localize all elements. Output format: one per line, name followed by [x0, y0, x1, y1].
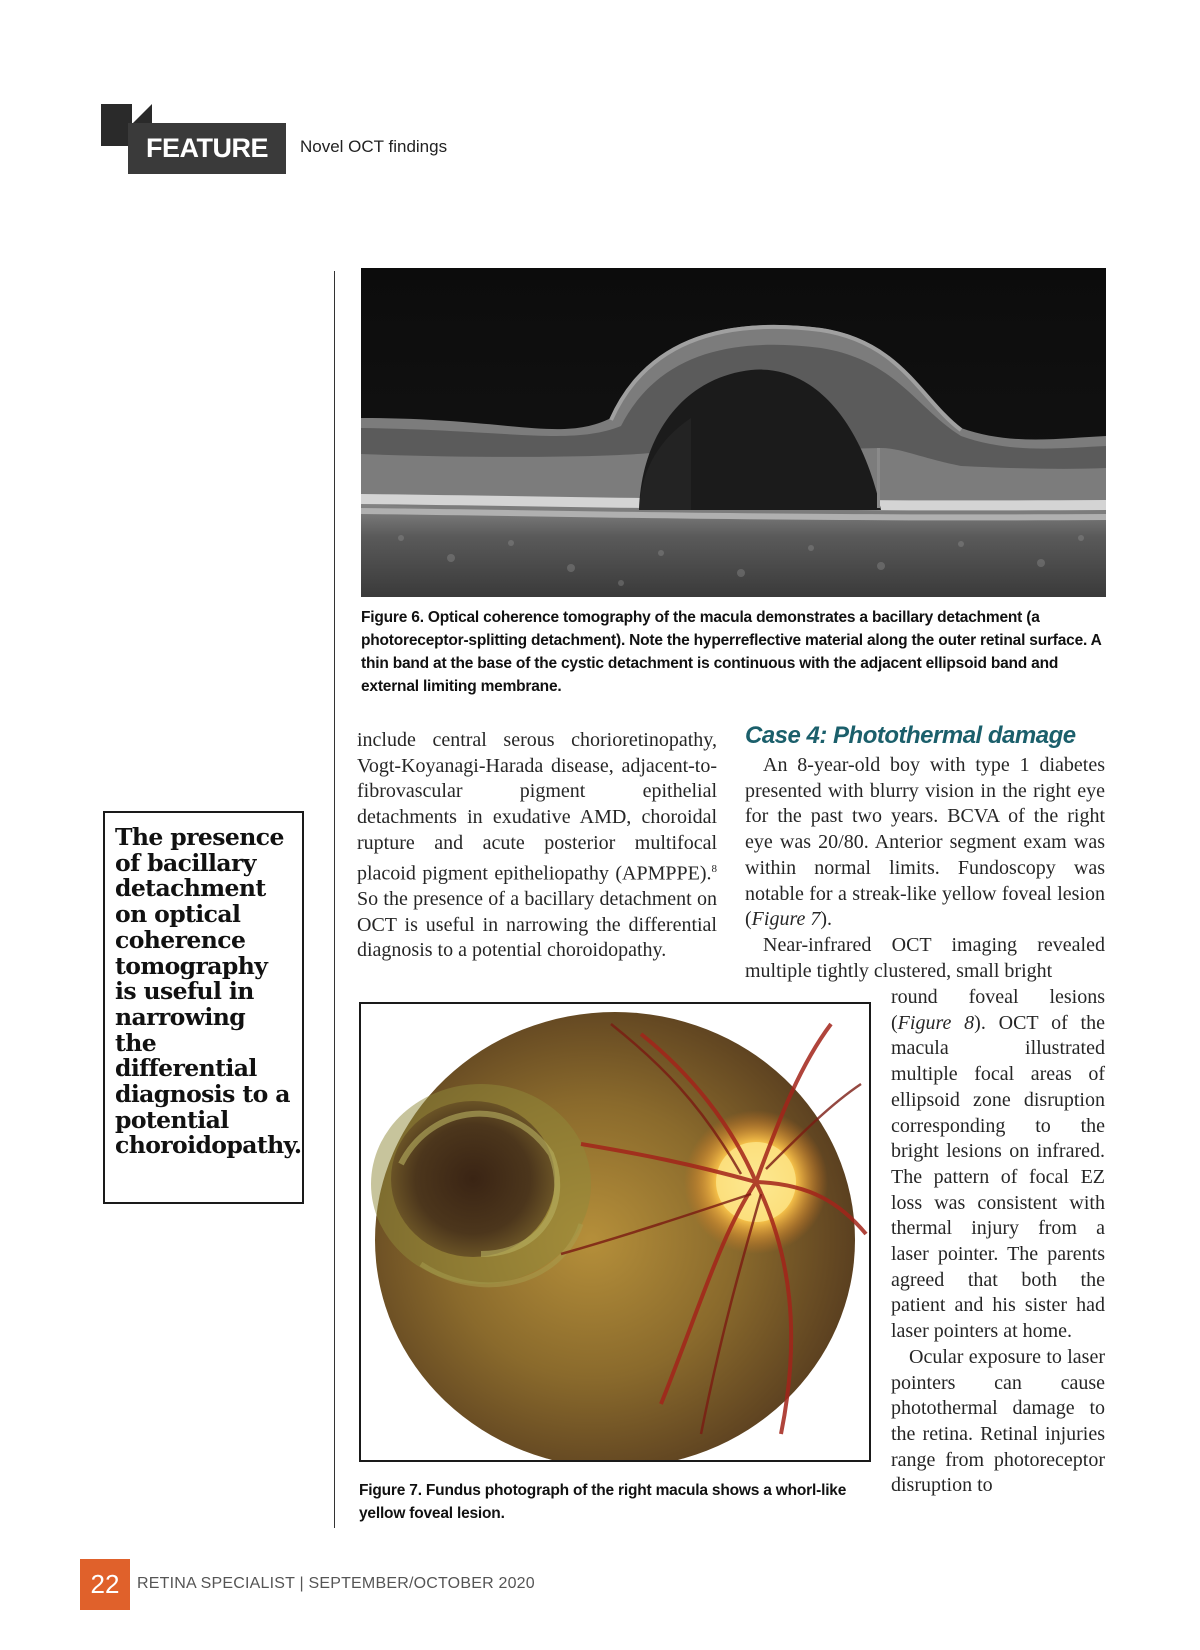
figure-reference: Figure 8: [897, 1011, 975, 1034]
pull-quote: [103, 811, 304, 1204]
oct-scan-image: [361, 268, 1106, 597]
pull-quote-text: The presence of bacillary detachment on optical coherence tomography is useful in narrowing the differential diagnosis to a potential choroidopathy.: [115, 823, 302, 1160]
body-paragraph: Ocular exposure to laser pointers can cause photothermal damage to the retina. Retinal injuries range from photoreceptor disruption to: [891, 1345, 1105, 1497]
body-paragraph: [745, 933, 1105, 984]
page-number: 22: [80, 1559, 130, 1610]
column-2-narrow-text: [891, 985, 1105, 1499]
figure-6-caption: Figure 6. Optical coherence tomography of the macula demonstrates a bacillary detachment (a photoreceptor-splitting detachment). Note the hyperreflective material along the outer retinal surface. A thin band at the base of the cystic detachment is continuous with the adjacent ellipsoid band and external limiting membrane.: [361, 609, 1102, 695]
body-text: include central serous chorioretinopathy, Vogt-Koyanagi-Harada disease, adjacent-to-fibrovascular pigment epithelial detachments in exudative AMD, choroidal rupture and acute posterior multifocal placoid pigment epitheliopathy (APMPPE).: [357, 729, 717, 885]
figure-7-caption: Figure 7. Fundus photograph of the right macula shows a whorl-like yellow foveal lesion.: [359, 1482, 847, 1522]
column-1-text: [357, 728, 717, 964]
body-text: An 8-year-old boy with type 1 diabetes presented with blurry vision in the right eye for the past two years. BCVA of the right eye was 20/80. Anterior segment exam was within normal limits. Fundoscopy was notable for a streak-like yellow foveal lesion (: [745, 754, 1105, 931]
column-divider: [334, 271, 335, 1528]
body-paragraph: [891, 985, 1105, 1345]
figure-reference: Figure 7: [751, 908, 821, 931]
body-text: round foveal lesions (: [891, 986, 1105, 1034]
reference-number: 8: [711, 862, 717, 875]
body-text: Near-infrared OCT imaging revealed multiple tightly clustered, small bright: [745, 933, 1105, 982]
fundus-photograph-image: [359, 1002, 871, 1462]
body-paragraph: [745, 753, 1105, 933]
case-4-heading: Case 4: Photothermal damage: [745, 722, 1076, 749]
section-title: Novel OCT findings: [300, 137, 448, 156]
body-paragraph: [357, 728, 717, 964]
body-text: ).: [820, 908, 833, 931]
publication-line: RETINA SPECIALIST | SEPTEMBER/OCTOBER 2020: [137, 1575, 535, 1592]
header-corner-notch: [132, 104, 152, 124]
column-2-text: [745, 753, 1105, 984]
feature-tag: FEATURE: [128, 123, 286, 174]
body-text: So the presence of a bacillary detachment on OCT is useful in narrowing the differential diagnosis to a potential choroidopathy.: [357, 887, 717, 962]
body-text: ). OCT of the macula illustrated multiple focal areas of ellipsoid zone disruption corresponding to the bright lesions on infrared. The pattern of focal EZ loss was consistent with thermal injury from a laser pointer. The parents agreed that both the patient and his sister had laser pointers at home.: [891, 1011, 1105, 1343]
